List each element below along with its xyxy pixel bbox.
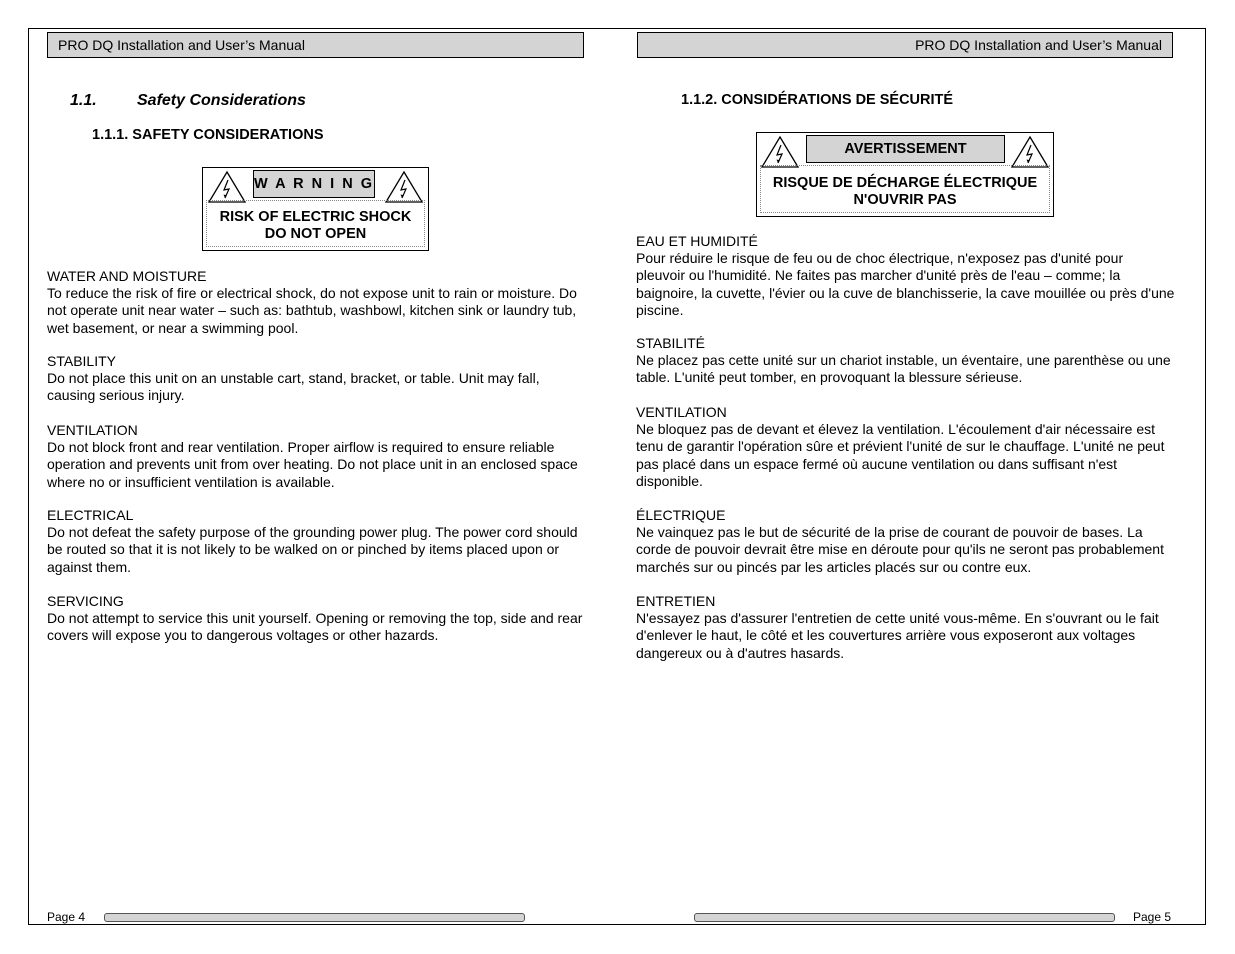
electric-hazard-right-icon bbox=[384, 170, 424, 204]
section-body: Ne vainquez pas le but de sécurité de la prise de courant de pouvoir de bases. La corde de pouvoir devrait être mise en déroute pour qu'ils ne seront pas probablement marchés sur ou pincés par les articles placés sur ou contre eux. bbox=[636, 524, 1164, 575]
section-title: WATER AND MOISTURE bbox=[47, 268, 207, 284]
section-title: VENTILATION bbox=[636, 404, 727, 420]
page-number-left: Page 4 bbox=[47, 910, 86, 924]
section-title: Safety Considerations bbox=[137, 92, 306, 109]
electric-hazard-left-icon bbox=[760, 135, 800, 169]
section-body: Ne bloquez pas de devant et élevez la ventilation. L'écoulement d'air nécessaire est tenu de garantir l'opération sûre et prévient l'unité de sur le chauffage. L'unité ne peut pas placé dans un espace fermé où aucune ventilation ou dans suffisant n'est disponible. bbox=[636, 421, 1165, 489]
subsection-heading-en: 1.1.1. SAFETY CONSIDERATIONS bbox=[92, 127, 324, 143]
warning-banner: W A R N I N G bbox=[253, 170, 375, 198]
section-servicing bbox=[47, 593, 584, 645]
section-body: Do not defeat the safety purpose of the grounding power plug. The power cord should be routed so that it is not likely to be walked on or pinched by items placed upon or against them. bbox=[47, 524, 578, 575]
section-body: N'essayez pas d'assurer l'entretien de cette unité vous-même. En s'ouvrant ou le fait d'enlever le haut, le côté et les couvertures arrière vous exposeront aux voltages dangereux ou à d'autres hasards. bbox=[636, 610, 1159, 661]
section-title: ELECTRICAL bbox=[47, 507, 134, 523]
section-ventilation-fr bbox=[636, 404, 1176, 490]
section-body: Ne placez pas cette unité sur un chariot instable, un éventaire, une parenthèse ou une table. L'unité peut tomber, en provoquant la blessure sérieuse. bbox=[636, 352, 1171, 386]
right-page-header: PRO DQ Installation and User’s Manual bbox=[637, 32, 1173, 58]
section-number: 1.1. bbox=[70, 92, 97, 109]
section-title: EAU ET HUMIDITÉ bbox=[636, 233, 758, 249]
section-entretien bbox=[636, 593, 1176, 662]
section-electrical bbox=[47, 507, 584, 576]
section-body: Do not block front and rear ventilation. Proper airflow is required to ensure reliable operation and prevents unit from over heating. Do not place unit in an enclosed space where no or insufficient ventilation is available. bbox=[47, 439, 578, 490]
section-body: Do not attempt to service this unit yourself. Opening or removing the top, side and rear covers will expose you to dangerous voltages or other hazards. bbox=[47, 610, 583, 644]
section-heading bbox=[70, 92, 306, 110]
left-page-header: PRO DQ Installation and User’s Manual bbox=[47, 32, 584, 58]
warning-line-1: RISQUE DE DÉCHARGE ÉLECTRIQUE bbox=[772, 175, 1038, 191]
section-title: SERVICING bbox=[47, 593, 124, 609]
electric-hazard-left-icon bbox=[207, 170, 247, 204]
section-title: ÉLECTRIQUE bbox=[636, 507, 726, 523]
section-title: STABILITY bbox=[47, 353, 116, 369]
section-title: STABILITÉ bbox=[636, 335, 705, 351]
section-title: ENTRETIEN bbox=[636, 593, 716, 609]
section-body: Do not place this unit on an unstable cart, stand, bracket, or table. Unit may fall, causing serious injury. bbox=[47, 370, 540, 404]
warning-box-en bbox=[202, 167, 429, 251]
section-body: To reduce the risk of fire or electrical shock, do not expose unit to rain or moisture. Do not operate unit near water – such as: bathtub, washbowl, kitchen sink or laundry tub, wet basement, or near a swimming pool. bbox=[47, 285, 577, 336]
warning-box-fr bbox=[756, 132, 1054, 217]
section-body: Pour réduire le risque de feu ou de choc électrique, n'exposez pas d'unité pour pleuvoir ou l'humidité. Ne faites pas marcher d'unité près de l'eau – comme; la baignoire, la cuvette, l'évier ou la cuve de blanchisserie, la cave mouillée ou près d'une piscine. bbox=[636, 250, 1175, 318]
warning-line-2: N'OUVRIR PAS bbox=[853, 192, 957, 208]
footer-bar-right bbox=[694, 913, 1115, 922]
page-number-right: Page 5 bbox=[1133, 910, 1172, 924]
section-water bbox=[47, 268, 584, 337]
section-electrique bbox=[636, 507, 1176, 576]
warning-line-1: RISK OF ELECTRIC SHOCK bbox=[219, 209, 412, 225]
section-ventilation bbox=[47, 422, 584, 491]
subsection-heading-fr: 1.1.2. CONSIDÉRATIONS DE SÉCURITÉ bbox=[681, 92, 954, 108]
electric-hazard-right-icon bbox=[1010, 135, 1050, 169]
section-eau bbox=[636, 233, 1176, 319]
warning-line-2: DO NOT OPEN bbox=[264, 226, 367, 242]
section-stabilite bbox=[636, 335, 1176, 387]
section-title: VENTILATION bbox=[47, 422, 138, 438]
warning-banner: AVERTISSEMENT bbox=[806, 135, 1005, 163]
footer-bar-left bbox=[104, 913, 525, 922]
section-stability bbox=[47, 353, 584, 405]
